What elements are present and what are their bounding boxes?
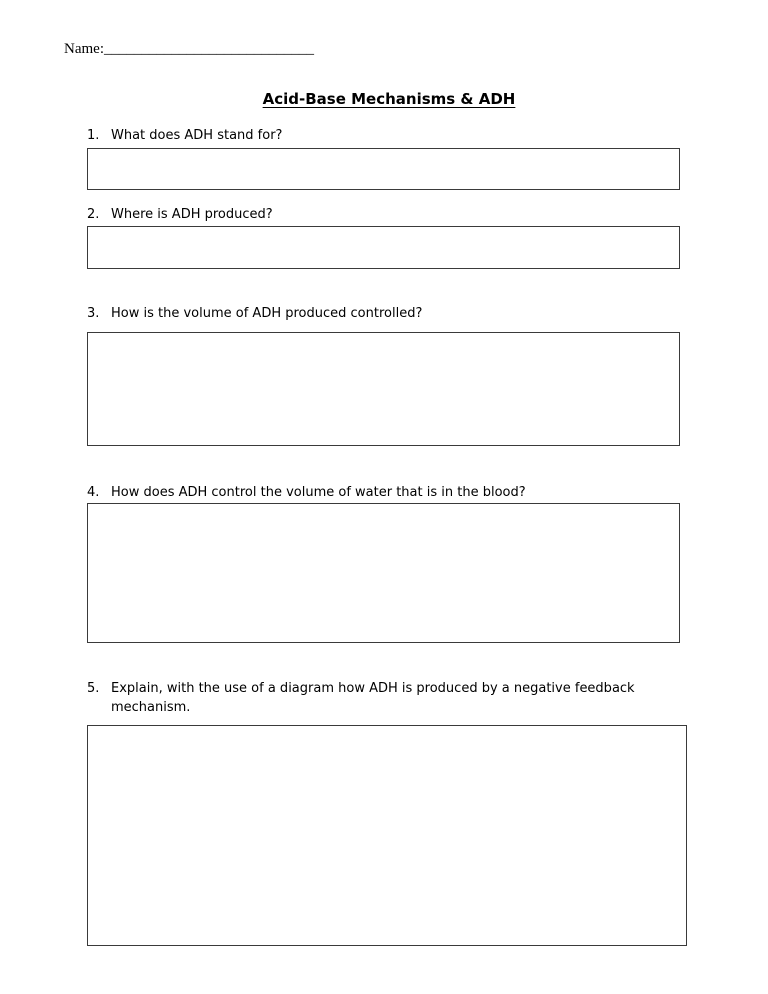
question-4-number: 4. (87, 485, 100, 500)
answer-box-1[interactable] (87, 148, 680, 190)
question-2 (87, 205, 707, 224)
question-1-text: What does ADH stand for? (111, 128, 283, 143)
question-4 (87, 483, 707, 502)
name-line (64, 40, 314, 58)
question-2-text: Where is ADH produced? (111, 207, 273, 222)
answer-box-2[interactable] (87, 226, 680, 269)
name-label: Name: (64, 41, 104, 57)
answer-box-4[interactable] (87, 503, 680, 643)
question-5 (87, 679, 707, 717)
question-3-text: How is the volume of ADH produced controlled? (111, 306, 423, 321)
answer-box-3[interactable] (87, 332, 680, 446)
answer-box-5[interactable] (87, 725, 687, 946)
question-3 (87, 304, 707, 323)
question-3-number: 3. (87, 306, 100, 321)
question-1-number: 1. (87, 128, 100, 143)
question-4-text: How does ADH control the volume of water that is in the blood? (111, 485, 526, 500)
question-5-text: Explain, with the use of a diagram how ADH is produced by a negative feedback mechanism. (111, 681, 635, 715)
question-5-number: 5. (87, 681, 100, 696)
name-blank[interactable]: ____________________________ (103, 41, 314, 57)
question-1 (87, 126, 707, 145)
page-title: Acid-Base Mechanisms & ADH (262, 90, 516, 108)
question-2-number: 2. (87, 207, 100, 222)
